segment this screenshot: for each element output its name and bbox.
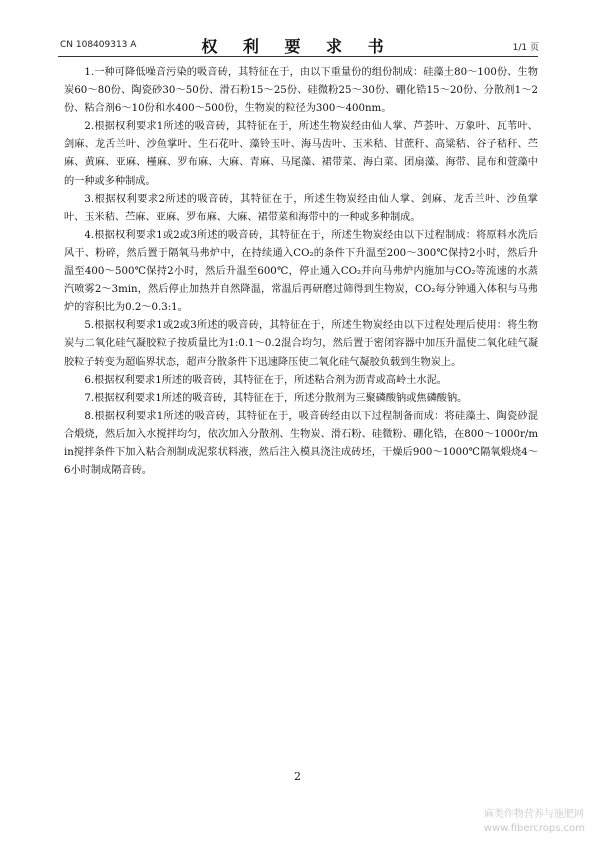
claim-2: 2.根据权利要求1所述的吸音砖，其特征在于，所述生物炭经由仙人掌、芦荟叶、万象叶、瓦苇叶、剑麻、龙舌兰叶、沙鱼掌叶、生石花叶、藻铃玉叶、海马齿叶、玉米秸、甘蔗秆、高粱秸、谷子秸秆、苎麻、黄麻、亚麻、槿麻、罗布麻、大麻、青麻、马尾藻、裙带菜、海白菜、团扇藻、海带、昆布和萱藻中的一种或多种制成。 (64, 121, 538, 187)
claim-7: 7.根据权利要求1所述的吸音砖，其特征在于，所述分散剂为三聚磷酸钠或焦磷酸钠。 (84, 392, 468, 404)
footer-page-number: 2 (294, 770, 301, 783)
header-divider (58, 56, 538, 57)
watermark-line-2: www.fibercrops.com (483, 823, 585, 834)
page-indicator: 1/1 页 (512, 43, 539, 53)
claim-8: 8.根据权利要求1所述的吸音砖，其特征在于，吸音砖经由以下过程制备而成：将硅藻土、陶瓷砂混合煅烧，然后加入水搅拌均匀，依次加入分散剂、生物炭、滑石粉、硅微粉、硼化锆，在800～1000r/min搅拌条件下加入粘合剂制成泥浆状料液，然后注入模具浇注成砖坯，干燥后900～1000℃隔氧煅烧4～6小时制成隔音砖。 (64, 410, 538, 477)
claim-5: 5.根据权利要求1或2或3所述的吸音砖，其特征在于，所述生物炭经由以下过程处理后使用：将生物炭与二氧化硅气凝胶粒子按质量比为1:0.1～0.2混合均匀，然后置于密闭容器中加压升温使二氧化硅气凝胶粒子转变为超临界状态，超声分散条件下迅速降压使二氧化硅气凝胶负载到生物炭上。 (64, 320, 538, 368)
watermark (484, 808, 585, 836)
claim-4: 4.根据权利要求1或2或3所述的吸音砖，其特征在于，所述生物炭经由以下过程制成：将原料水洗后风干、粉碎，然后置于隔氧马弗炉中，在持续通入CO₂的条件下升温至200～300℃保持2小时，然后升温至400～500℃保持2小时，然后升温至600℃，停止通入CO₂并向马弗炉内施加与CO₂等流速的水蒸汽喷雾2～3min，然后停止加热并自然降温，常温后再研磨过筛得到生物炭，CO₂每分钟通入体积与马弗炉的容积比为0.2～0.3:1。 (64, 229, 538, 314)
page-title: 权 利 要 求 书 (201, 37, 394, 56)
watermark-line-1: 麻类作物营养与施肥网 (483, 809, 584, 820)
claim-1: 1.一种可降低噪音污染的吸音砖，其特征在于，由以下重量份的组份制成：硅藻土80～100份、生物炭60～80份、陶瓷砂30～50份、滑石粉15～25份、硅微粉25～30份、硼化锆15～20份、分散剂1～2份、粘合剂6～10份和水400～500份，生物炭的粒径为300～400nm。 (64, 67, 538, 115)
claims-body (64, 64, 538, 480)
claim-6: 6.根据权利要求1所述的吸音砖，其特征在于，所述粘合剂为沥青或高岭土水泥。 (84, 374, 447, 386)
claim-3: 3.根据权利要求2所述的吸音砖，其特征在于，所述生物炭经由仙人掌、剑麻、龙舌兰叶、沙鱼掌叶、玉米秸、苎麻、亚麻、罗布麻、大麻、裙带菜和海带中的一种或多种制成。 (64, 193, 538, 223)
publication-number: CN 108409313 A (60, 40, 137, 50)
